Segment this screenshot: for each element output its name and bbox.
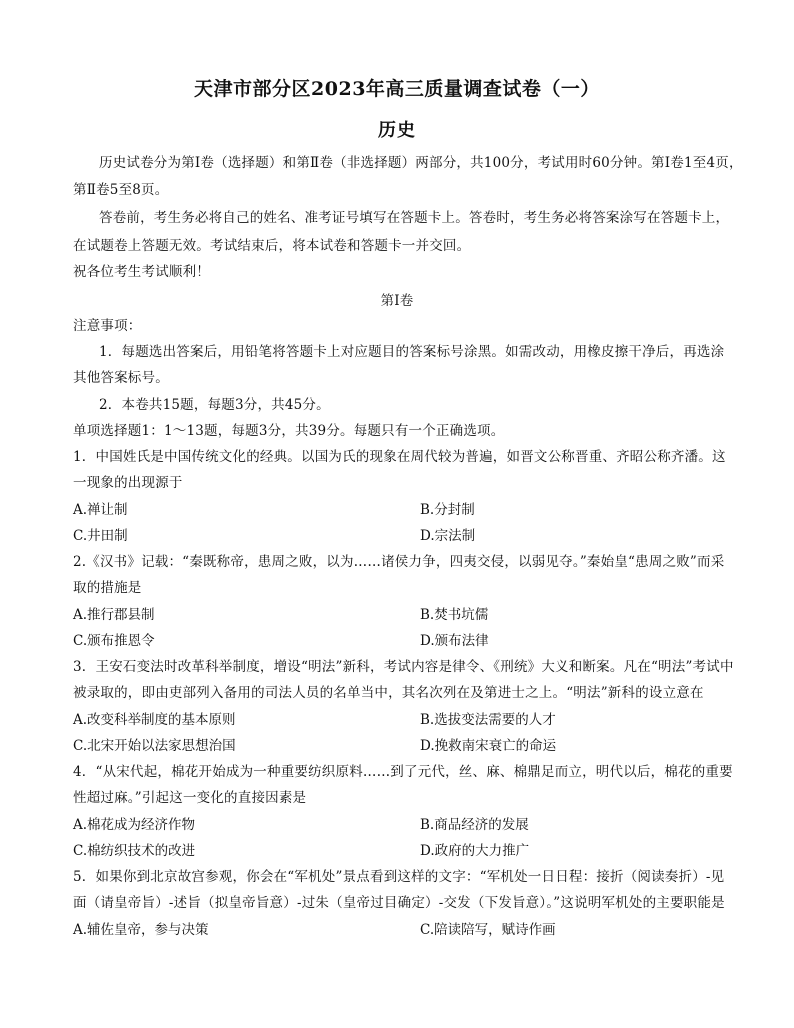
option-c: C.井田制 xyxy=(73,528,128,544)
option-d: D.政府的大力推广 xyxy=(420,843,530,859)
intro-line: 答卷前，考生务必将自己的姓名、准考证号填写在答题卡上。答卷时，考生务必将答案涂写在答题卡上， xyxy=(99,210,730,226)
intro-line: 祝各位考生考试顺利！ xyxy=(73,264,210,280)
option-b: B.分封制 xyxy=(420,502,475,518)
option-a: A.辅佐皇帝，参与决策 xyxy=(73,922,209,938)
option-c: C.北宋开始以法家思想治国 xyxy=(73,738,236,754)
option-c: C.颁布推恩令 xyxy=(73,633,155,649)
note-item: 其他答案标号。 xyxy=(73,370,169,386)
option-c: C.陪读陪写，赋诗作画 xyxy=(420,922,556,938)
instruction-line: 单项选择题1：1～13题，每题3分，共39分。每题只有一个正确选项。 xyxy=(73,423,505,439)
intro-line: 在试题卷上答题无效。考试结束后，将本试卷和答题卡一并交回。 xyxy=(73,238,471,254)
intro-line: 历史试卷分为第Ⅰ卷（选择题）和第Ⅱ卷（非选择题）两部分，共100分，考试用时60分钟。第Ⅰ卷1至4页， xyxy=(99,155,743,171)
note-item: 2．本卷共15题，每题3分，共45分。 xyxy=(99,397,330,413)
option-a: A.禅让制 xyxy=(73,502,128,518)
question-stem: 一现象的出现源于 xyxy=(73,475,183,491)
option-d: D.颁布法律 xyxy=(420,633,489,649)
option-d: D.宗法制 xyxy=(420,528,476,544)
question-stem: 性超过麻。”引起这一变化的直接因素是 xyxy=(73,790,307,806)
option-a: A.推行郡县制 xyxy=(73,607,155,623)
option-a: A.棉花成为经济作物 xyxy=(73,817,196,833)
question-stem: 3．王安石变法时改革科举制度，增设“明法”新科，考试内容是律令、《刑统》大义和断案。凡在“明法”考试中 xyxy=(73,659,734,675)
question-stem: 2.《汉书》记载：“秦既称帝，患周之败，以为……诸侯力争，四夷交侵，以弱见夺。”秦始皇“患周之败”而采 xyxy=(73,554,725,570)
exam-title: 天津市部分区2023年高三质量调查试卷（一） xyxy=(194,78,600,100)
option-c: C.棉纺织技术的改进 xyxy=(73,843,196,859)
subject-heading: 历史 xyxy=(378,120,416,141)
question-stem: 取的措施是 xyxy=(73,580,142,596)
option-a: A.改变科举制度的基本原则 xyxy=(73,712,236,728)
option-d: D.挽救南宋衰亡的命运 xyxy=(420,738,557,754)
note-item: 1．每题选出答案后，用铅笔将答题卡上对应题目的答案标号涂黑。如需改动，用橡皮擦干净后，再选涂 xyxy=(99,344,725,360)
option-b: B.选拔变法需要的人才 xyxy=(420,712,556,728)
question-stem: 被录取的，即由吏部列入备用的司法人员的名单当中，其名次列在及第进士之上。“明法”新科的设立意在 xyxy=(73,685,704,701)
notes-title: 注意事项： xyxy=(73,318,142,334)
option-b: B.商品经济的发展 xyxy=(420,817,529,833)
section-heading: 第Ⅰ卷 xyxy=(380,293,414,309)
question-stem: 1．中国姓氏是中国传统文化的经典。以国为氏的现象在周代较为普遍，如晋文公称晋重、齐昭公称齐潘。这 xyxy=(73,449,726,465)
intro-line: 第Ⅱ卷5至8页。 xyxy=(73,182,169,198)
question-stem: 5．如果你到北京故宫参观，你会在“军机处”景点看到这样的文字：“军机处一日日程：接折（阅读奏折）-见 xyxy=(73,869,725,885)
question-stem: 面（请皇帝旨）-述旨（拟皇帝旨意）-过朱（皇帝过目确定）-交发（下发旨意）。”这说明军机处的主要职能是 xyxy=(73,895,725,911)
option-b: B.焚书坑儒 xyxy=(420,607,489,623)
question-stem: 4．“从宋代起，棉花开始成为一种重要纺织原料……到了元代，丝、麻、棉鼎足而立，明代以后，棉花的重要 xyxy=(73,764,733,780)
